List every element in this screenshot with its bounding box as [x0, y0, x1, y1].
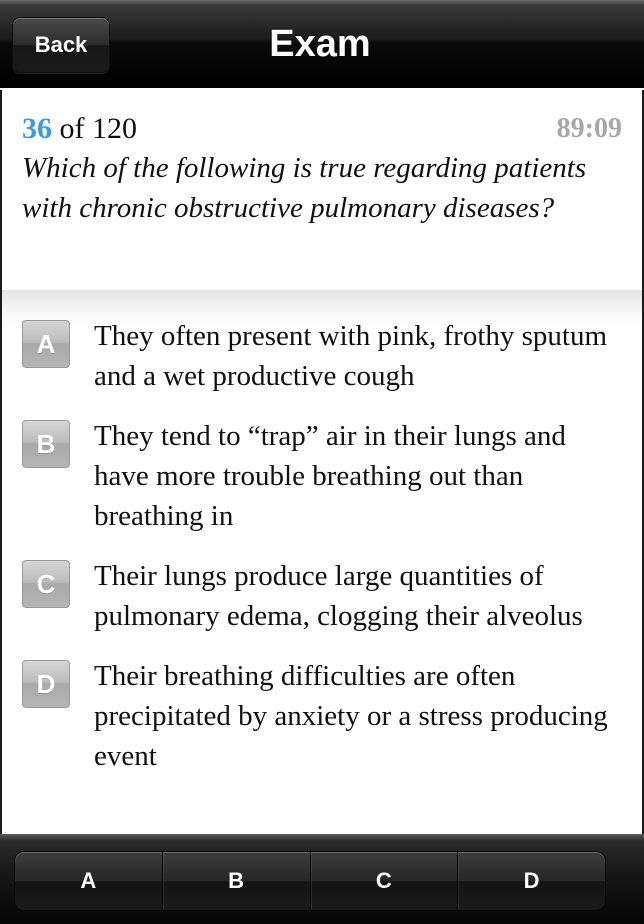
back-button[interactable]: Back [12, 17, 110, 73]
answer-text-b: They tend to “trap” air in their lungs and have more trouble breathing out than breathing in [94, 420, 566, 532]
question-text: Which of the following is true regarding patients with chronic obstructive pulmonary diseases? [22, 152, 587, 224]
exam-timer: 89:09 [556, 113, 622, 144]
navigation-bar [0, 0, 644, 88]
answer-badge-d: D [22, 660, 70, 708]
answer-text-d: Their breathing difficulties are often precipitated by anxiety or a stress producing event [94, 660, 608, 772]
select-b-button[interactable]: B [163, 852, 311, 910]
answer-badge-b: B [22, 420, 70, 468]
answer-badge-a: A [22, 320, 70, 368]
question-block [2, 90, 642, 290]
answer-text-c: Their lungs produce large quantities of pulmonary edema, clogging their alveolus [94, 560, 583, 632]
page-title: Exam [269, 23, 371, 65]
question-total: of 120 [59, 112, 137, 145]
select-c-button[interactable]: C [311, 852, 459, 910]
answer-option-d[interactable] [22, 656, 622, 776]
question-counter [22, 112, 622, 146]
answer-option-c[interactable] [22, 556, 622, 636]
exam-content [0, 90, 644, 834]
answer-badge-c: C [22, 560, 70, 608]
answer-list [22, 316, 622, 796]
answer-option-b[interactable] [22, 416, 622, 536]
answer-option-a[interactable] [22, 316, 622, 396]
select-d-button[interactable]: D [523, 868, 540, 893]
select-a-button[interactable]: A [15, 852, 163, 910]
answer-text-a: They often present with pink, frothy sputum and a wet productive cough [94, 320, 608, 392]
question-number: 36 [22, 112, 52, 145]
answer-segmented-control [14, 851, 606, 911]
answer-toolbar [0, 834, 644, 924]
